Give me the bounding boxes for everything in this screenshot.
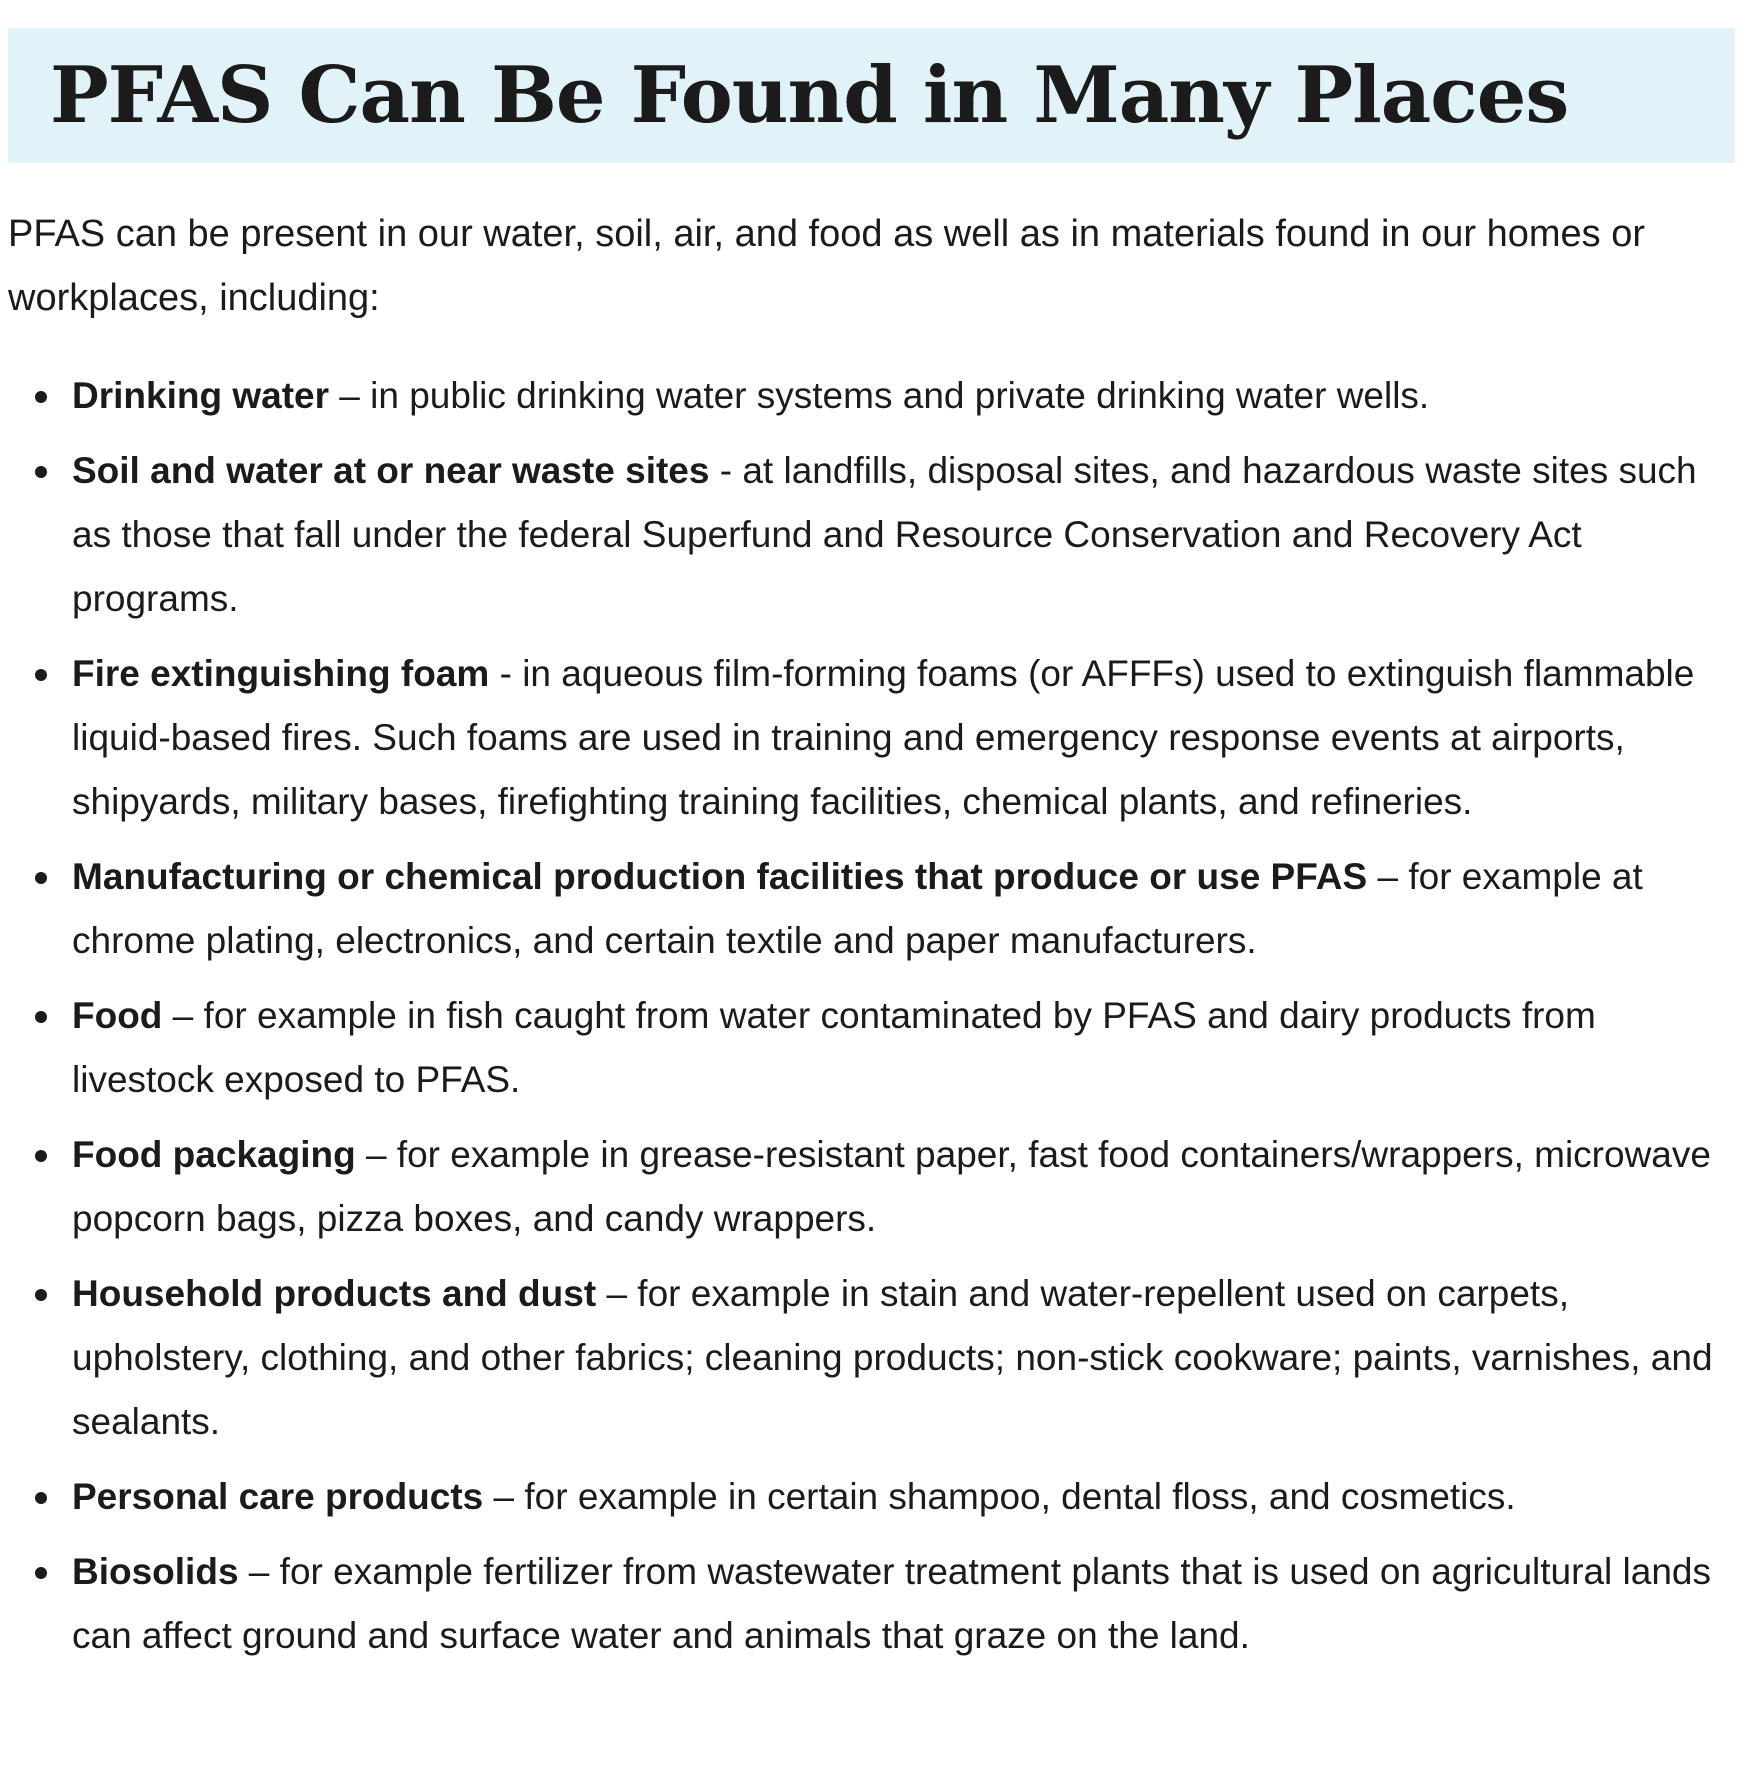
item-description: – for example at chrome plating, electronics, and certain textile and paper manufacturers.	[72, 856, 1643, 961]
item-term: Drinking water	[72, 375, 329, 416]
page-title: PFAS Can Be Found in Many Places	[50, 49, 1569, 141]
list-item	[72, 1465, 1738, 1529]
pfas-sources-list	[8, 364, 1738, 1679]
item-description: – for example in fish caught from water contaminated by PFAS and dairy products from livestock exposed to PFAS.	[72, 995, 1596, 1100]
item-description: - at landfills, disposal sites, and hazardous waste sites such as those that fall under the federal Superfund and Resource Conservation and Recovery Act programs.	[72, 450, 1697, 619]
bullet-icon	[35, 391, 47, 403]
list-item	[72, 1123, 1738, 1251]
item-term: Personal care products	[72, 1476, 484, 1517]
item-term: Food packaging	[72, 1134, 356, 1175]
item-term: Soil and water at or near waste sites	[72, 450, 710, 491]
list-item	[72, 1262, 1738, 1454]
heading-banner	[8, 28, 1735, 163]
item-description: – for example in certain shampoo, dental floss, and cosmetics.	[483, 1476, 1516, 1517]
list-item	[72, 984, 1738, 1112]
list-item	[72, 1540, 1738, 1668]
bullet-icon	[35, 1289, 47, 1301]
item-description: – for example fertilizer from wastewater treatment plants that is used on agricultural lands can affect ground and surface water and animals that graze on the land.	[72, 1551, 1711, 1656]
item-description: – in public drinking water systems and private drinking water wells.	[329, 375, 1430, 416]
item-term: Manufacturing or chemical production facilities that produce or use PFAS	[72, 856, 1368, 897]
list-item	[72, 439, 1738, 631]
bullet-icon	[35, 466, 47, 478]
item-term: Food	[72, 995, 163, 1036]
bullet-icon	[35, 1011, 47, 1023]
bullet-icon	[35, 1150, 47, 1162]
bullet-icon	[35, 1492, 47, 1504]
item-term: Biosolids	[72, 1551, 239, 1592]
bullet-icon	[35, 1567, 47, 1579]
list-item	[72, 845, 1738, 973]
item-term: Fire extinguishing foam	[72, 653, 490, 694]
bullet-icon	[35, 669, 47, 681]
item-term: Household products and dust	[72, 1273, 597, 1314]
list-item	[72, 364, 1738, 428]
item-description: - in aqueous film-forming foams (or AFFFs) used to extinguish flammable liquid-based fires. Such foams are used in training and emergency response events at airports, shipyards, military bases, firefighting training facilities, chemical plants, and refineries.	[72, 653, 1695, 822]
intro-paragraph: PFAS can be present in our water, soil, air, and food as well as in materials found in our homes or workplaces, including:	[8, 213, 1645, 319]
item-description: – for example in stain and water-repellent used on carpets, upholstery, clothing, and other fabrics; cleaning products; non-stick cookware; paints, varnishes, and sealants.	[72, 1273, 1713, 1442]
item-description: – for example in grease-resistant paper, fast food containers/wrappers, microwave popcorn bags, pizza boxes, and candy wrappers.	[72, 1134, 1711, 1239]
list-item	[72, 642, 1738, 834]
bullet-icon	[35, 872, 47, 884]
